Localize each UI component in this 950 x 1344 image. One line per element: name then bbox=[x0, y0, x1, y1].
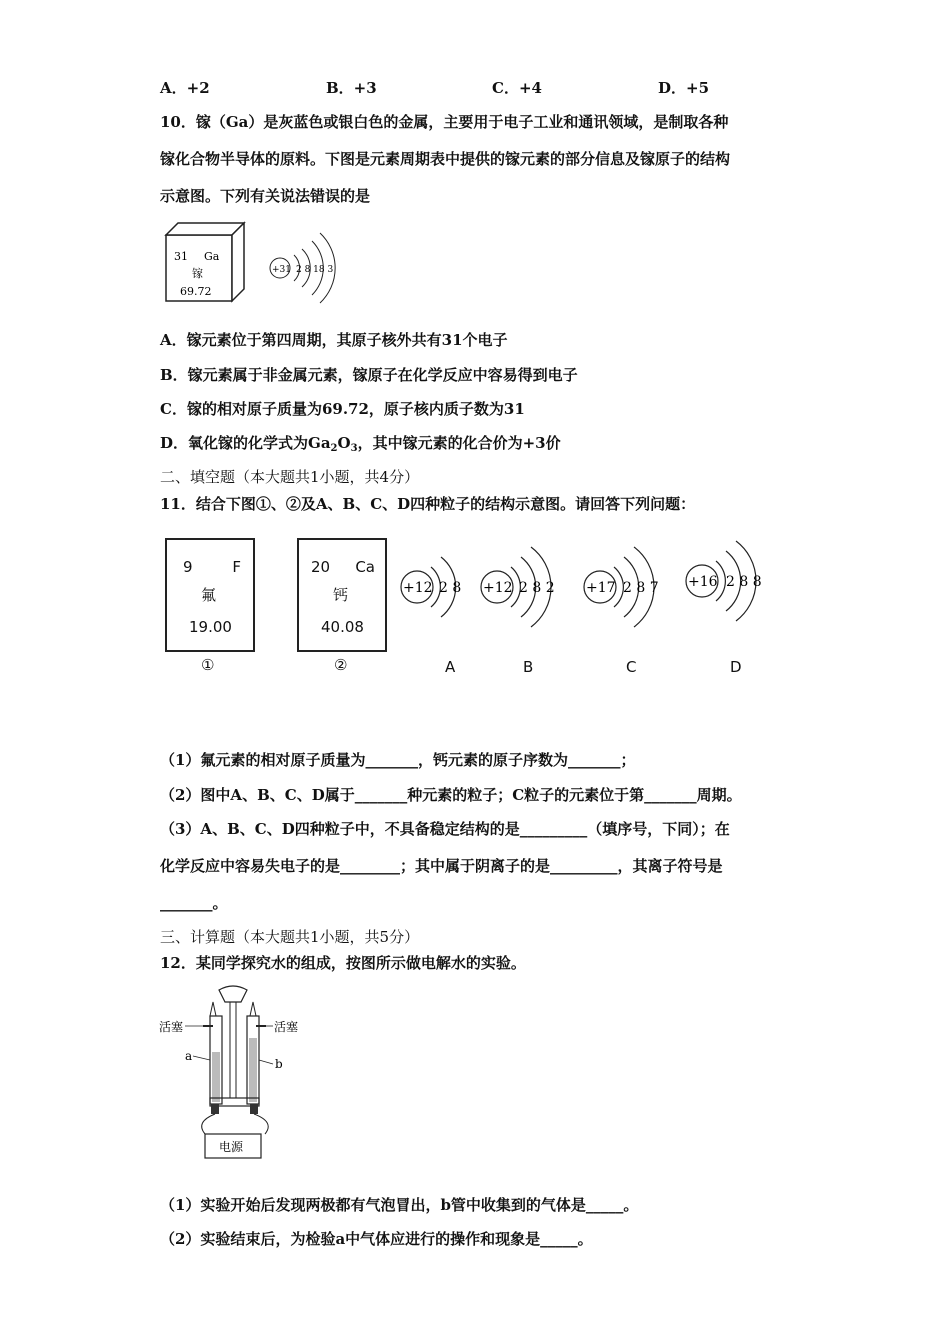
electrolysis-apparatus bbox=[155, 982, 305, 1162]
gallium-mass: 69.72 bbox=[180, 285, 212, 298]
particle-b bbox=[481, 547, 555, 627]
tube-a-label: a bbox=[185, 1049, 193, 1063]
calcium-atomic-number: 20 bbox=[311, 558, 331, 576]
section-3-title: 三、计算题（本大题共1小题，共5分） bbox=[160, 928, 420, 946]
particle-a bbox=[401, 557, 461, 617]
tile-label-2: ② bbox=[334, 656, 348, 674]
particle-d-shells: 2 8 8 bbox=[726, 574, 762, 590]
particle-label-d: D bbox=[730, 658, 742, 676]
q10-option-c: C．镓的相对原子质量为69.72，原子核内质子数为31 bbox=[160, 400, 525, 418]
q11-stem: 11．结合下图①、②及A、B、C、D四种粒子的结构示意图。请回答下列问题： bbox=[160, 495, 696, 513]
q9-option-c: C．+4 bbox=[492, 79, 542, 97]
fluorine-mass: 19.00 bbox=[189, 618, 232, 636]
q9-option-b: B．+3 bbox=[326, 79, 377, 97]
q12-question-2: （2）实验结束后，为检验a中气体应进行的操作和现象是_____。 bbox=[160, 1230, 593, 1248]
particle-a-shells: 2 8 bbox=[439, 580, 462, 596]
q11-question-3-line-3: _______。 bbox=[160, 894, 228, 912]
calcium-mass: 40.08 bbox=[321, 618, 364, 636]
tube-b-label: b bbox=[275, 1057, 283, 1071]
calcium-name: 钙 bbox=[333, 586, 349, 604]
q11-question-3-line-1: （3）A、B、C、D四种粒子中，不具备稳定结构的是_________（填序号，下同）；在 bbox=[160, 820, 730, 838]
particle-a-nucleus: +12 bbox=[403, 580, 433, 596]
section-2-title: 二、填空题（本大题共1小题，共4分） bbox=[160, 468, 420, 486]
particle-b-nucleus: +12 bbox=[483, 580, 513, 596]
gallium-symbol: Ga bbox=[204, 250, 220, 263]
fluorine-name: 氟 bbox=[201, 586, 217, 604]
q12-question-1: （1）实验开始后发现两极都有气泡冒出，b管中收集到的气体是_____。 bbox=[160, 1196, 639, 1214]
particle-c-nucleus: +17 bbox=[586, 580, 616, 596]
gallium-nucleus-charge: +31 bbox=[272, 265, 291, 275]
q12-stem: 12．某同学探究水的组成，按图所示做电解水的实验。 bbox=[160, 954, 526, 972]
fluorine-atomic-number: 9 bbox=[183, 558, 193, 576]
stopcock-left-label: 活塞 bbox=[159, 1020, 184, 1034]
q10-option-b: B．镓元素属于非金属元素，镓原子在化学反应中容易得到电子 bbox=[160, 366, 578, 384]
particle-c-shells: 2 8 7 bbox=[623, 580, 659, 596]
gallium-atom-diagram bbox=[270, 233, 335, 303]
q11-question-1: （1）氟元素的相对原子质量为_______，钙元素的原子序数为_______； bbox=[160, 751, 636, 769]
tile-label-1: ① bbox=[201, 656, 215, 674]
particle-label-a: A bbox=[445, 658, 456, 676]
particle-d-nucleus: +16 bbox=[688, 574, 718, 590]
particle-diagrams bbox=[395, 525, 785, 645]
particle-label-c: C bbox=[626, 658, 637, 676]
calcium-symbol: Ca bbox=[355, 558, 375, 576]
q11-question-3-line-2: 化学反应中容易失电子的是________；其中属于阴离子的是_________，其离子符号是 bbox=[160, 857, 723, 875]
q9-option-d: D．+5 bbox=[658, 79, 710, 97]
particle-c bbox=[584, 547, 659, 627]
gallium-element-tile bbox=[166, 223, 244, 301]
q9-option-a: A．+2 bbox=[160, 79, 210, 97]
q10-stem-line-2: 镓化合物半导体的原料。下图是元素周期表中提供的镓元素的部分信息及镓原子的结构 bbox=[160, 150, 731, 168]
gallium-shell-electrons: 2 8 18 3 bbox=[296, 265, 334, 275]
power-source-label: 电源 bbox=[219, 1140, 244, 1154]
fluorine-element-tile bbox=[165, 538, 255, 652]
particle-label-b: B bbox=[523, 658, 534, 676]
q10-option-a: A．镓元素位于第四周期，其原子核外共有31个电子 bbox=[160, 331, 508, 349]
stopcock-right-label: 活塞 bbox=[274, 1020, 299, 1034]
gallium-atomic-number: 31 bbox=[174, 250, 188, 263]
q10-option-d: D．氧化镓的化学式为$Ga_2O_3$，其中镓元素的化合价为+3价 bbox=[160, 434, 561, 454]
q10-figure bbox=[160, 215, 360, 320]
calcium-element-tile bbox=[297, 538, 387, 652]
q10-stem-line-3: 示意图。下列有关说法错误的是 bbox=[160, 187, 371, 205]
particle-d bbox=[686, 541, 762, 621]
q10-stem-line-1: 10．镓（Ga）是灰蓝色或银白色的金属，主要用于电子工业和通讯领域，是制取各种 bbox=[160, 113, 729, 131]
gallium-name: 镓 bbox=[192, 267, 203, 280]
particle-b-shells: 2 8 2 bbox=[519, 580, 555, 596]
fluorine-symbol: F bbox=[232, 558, 241, 576]
q11-question-2: （2）图中A、B、C、D属于_______种元素的粒子；C粒子的元素位于第_______周期。 bbox=[160, 786, 742, 804]
